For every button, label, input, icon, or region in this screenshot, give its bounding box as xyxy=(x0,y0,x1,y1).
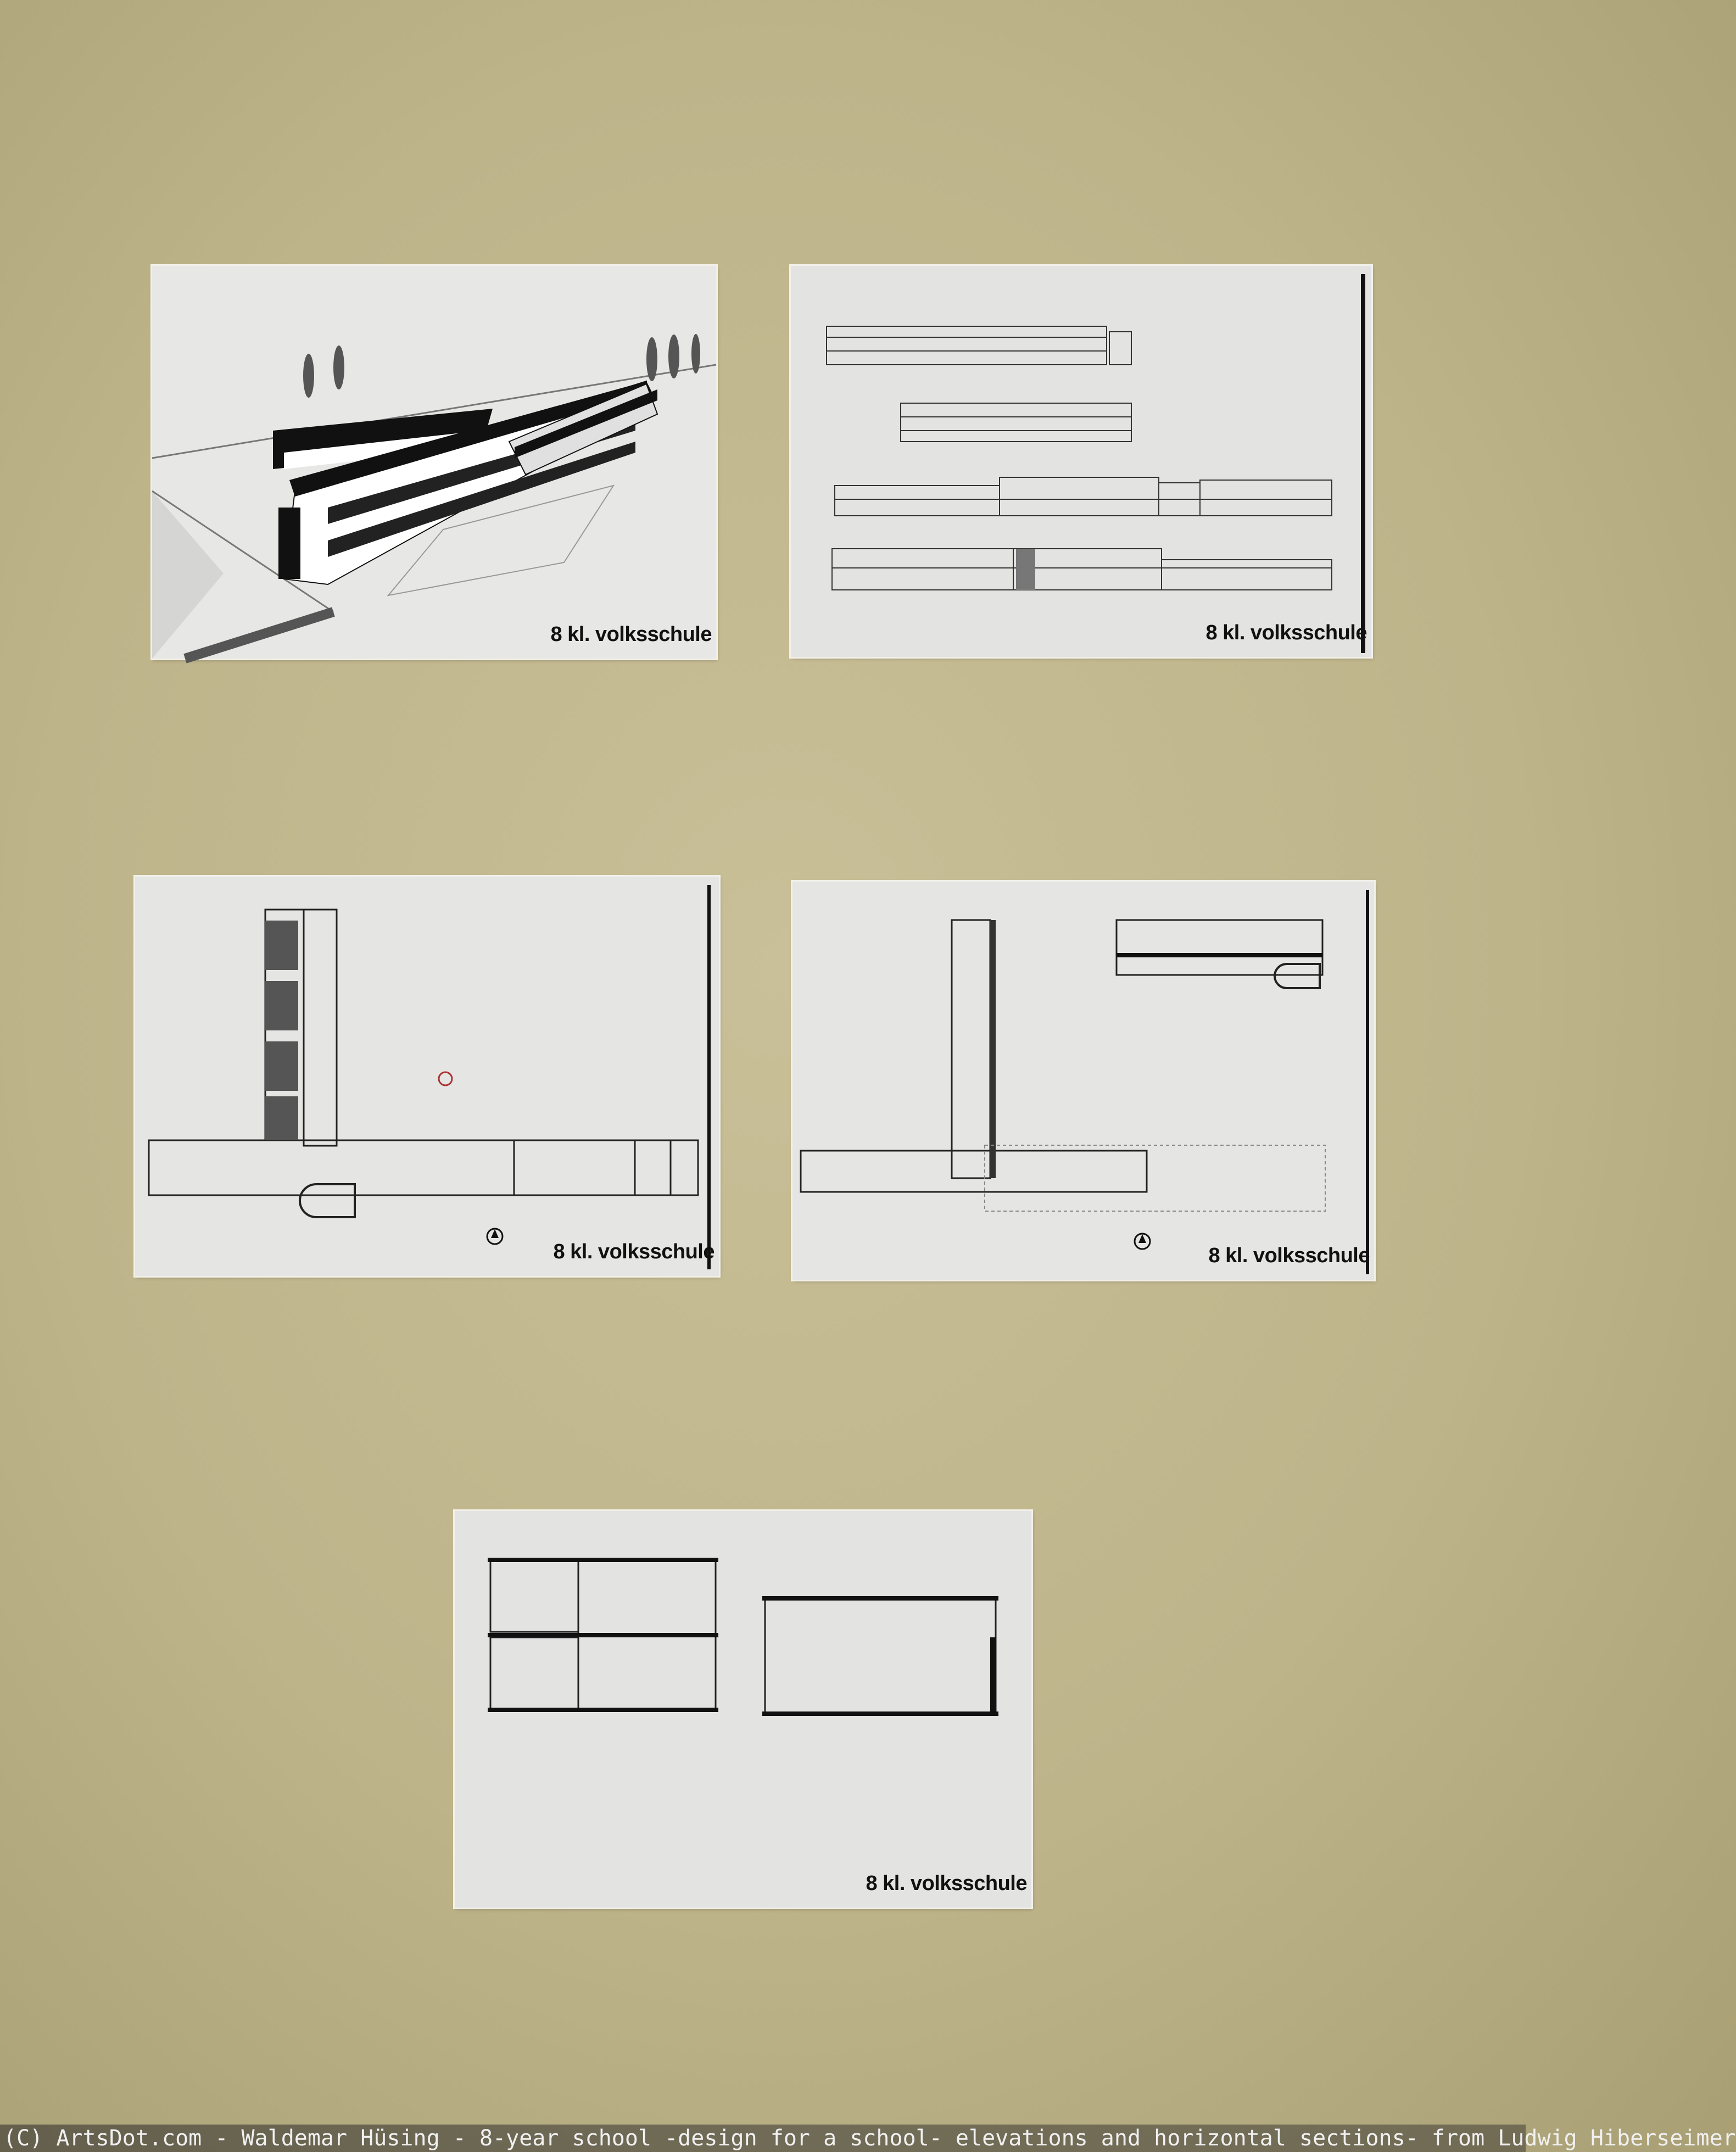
upper-floor-plan-drawing xyxy=(792,882,1374,1280)
photo-perspective xyxy=(152,266,716,659)
photo-caption: 8 kl. volksschule xyxy=(866,1872,1027,1895)
photo-caption: 8 kl. volksschule xyxy=(1208,1244,1370,1267)
sections-drawing xyxy=(455,1511,1031,1908)
copyright-footer: (C) ArtsDot.com - Waldemar Hüsing - 8-year school -design for a school- elevations and horizontal sections- from Ludwig Hiberseimer xyxy=(0,2125,1526,2152)
photo-elevations xyxy=(791,266,1371,657)
photo-sections xyxy=(455,1511,1031,1908)
photo-caption: 8 kl. volksschule xyxy=(1205,621,1367,644)
photo-caption: 8 kl. volksschule xyxy=(550,623,712,646)
ground-floor-plan-drawing xyxy=(135,877,719,1276)
photo-caption: 8 kl. volksschule xyxy=(553,1240,715,1263)
perspective-drawing xyxy=(152,266,716,659)
photo-upper-floor-plan xyxy=(792,882,1374,1280)
photo-ground-floor-plan xyxy=(135,877,719,1276)
elevations-drawing xyxy=(791,266,1371,657)
